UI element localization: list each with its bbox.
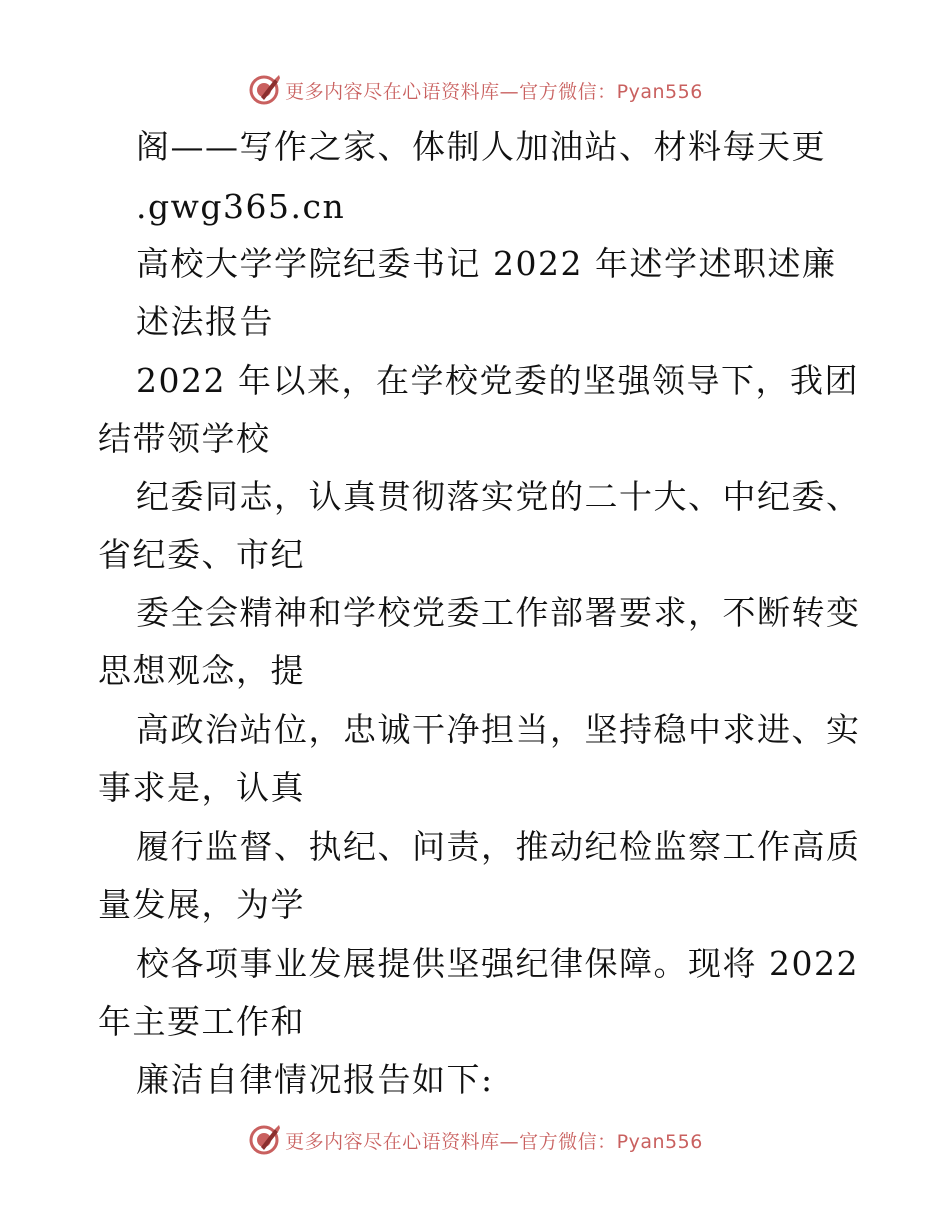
body-line-1: 阁——写作之家、体制人加油站、材料每天更	[136, 127, 826, 166]
body-line-14: 量发展，为学	[98, 885, 305, 924]
body-line-5: 2022 年以来，在学校党委的坚强领导下，我团	[136, 361, 859, 400]
body-line-8: 省纪委、市纪	[98, 535, 305, 574]
pen-nib-logo-icon	[247, 1123, 281, 1157]
body-line-10: 思想观念，提	[98, 651, 305, 690]
body-line-16: 年主要工作和	[98, 1002, 305, 1041]
body-line-17: 廉洁自律情况报告如下:	[136, 1060, 494, 1099]
watermark-text: 更多内容尽在心语资料库—官方微信：Pyan556	[285, 80, 703, 103]
footer-watermark	[0, 1120, 950, 1160]
watermark-text: 更多内容尽在心语资料库—官方微信：Pyan556	[285, 1130, 703, 1153]
body-line-2: .gwg365.cn	[136, 187, 346, 226]
body-line-15: 校各项事业发展提供坚强纪律保障。现将 2022	[136, 944, 859, 983]
body-line-13: 履行监督、执纪、问责，推动纪检监察工作高质	[136, 827, 861, 866]
document-title-line-2: 述法报告	[136, 302, 274, 341]
body-line-11: 高政治站位，忠诚干净担当，坚持稳中求进、实	[136, 710, 861, 749]
header-watermark	[0, 70, 950, 110]
document-title-line-1: 高校大学学院纪委书记 2022 年述学述职述廉	[136, 244, 837, 283]
body-line-9: 委全会精神和学校党委工作部署要求，不断转变	[136, 593, 861, 632]
pen-nib-logo-icon	[247, 73, 281, 107]
body-line-12: 事求是，认真	[98, 768, 305, 807]
body-line-6: 结带领学校	[98, 419, 271, 458]
body-line-7: 纪委同志，认真贯彻落实党的二十大、中纪委、	[136, 477, 861, 516]
